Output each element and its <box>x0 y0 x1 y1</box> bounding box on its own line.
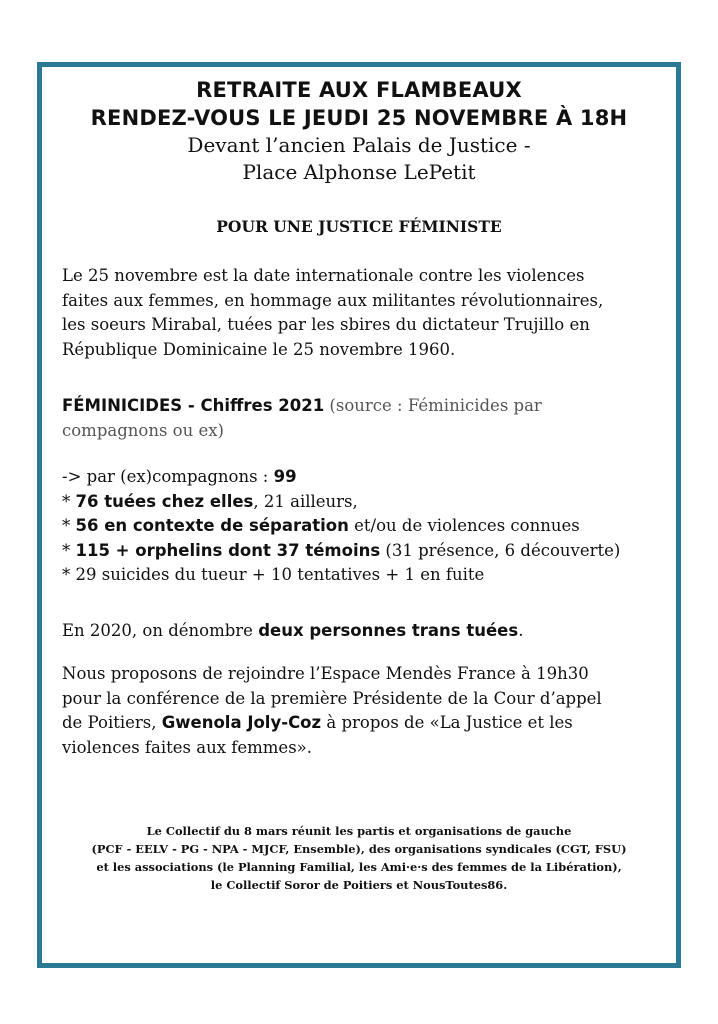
event-location: Devant l’ancien Palais de Justice - <box>187 133 531 157</box>
stats-title: FÉMINICIDES - Chiffres 2021 <box>62 396 325 415</box>
stat-line: * 29 suicides du tueur + 10 tentatives + 1 en fuite <box>62 565 485 584</box>
conference-paragraph <box>62 662 662 760</box>
stats-heading <box>62 394 662 443</box>
footer-line: et les associations (le Planning Familial, les Ami·e·s des femmes de la Libération), <box>96 860 622 874</box>
section-subtitle: POUR UNE JUSTICE FÉMINISTE <box>216 217 502 236</box>
event-header <box>0 76 718 186</box>
stats-source: (source : Féminicides par <box>324 396 542 415</box>
stat-line: * 56 en contexte de séparation et/ou de violences connues <box>62 516 580 535</box>
intro-line: faites aux femmes, en hommage aux militantes révolutionnaires, <box>62 290 604 310</box>
conference-line: violences faites aux femmes». <box>62 737 312 757</box>
conference-line: Nous proposons de rejoindre l’Espace Mendès France à 19h30 <box>62 664 589 683</box>
event-place: Place Alphonse LePetit <box>242 160 476 184</box>
event-date: RENDEZ-VOUS LE JEUDI 25 NOVEMBRE À 18H <box>90 106 628 130</box>
conference-line: de Poitiers, Gwenola Joly-Coz à propos de «La Justice et les <box>62 713 573 732</box>
stat-line: * 115 + orphelins dont 37 témoins (31 présence, 6 découverte) <box>62 540 621 560</box>
trans-paragraph: En 2020, on dénombre deux personnes trans tuées. <box>62 621 524 640</box>
stat-line: -> par (ex)compagnons : 99 <box>62 467 297 486</box>
intro-line: Le 25 novembre est la date internationale contre les violences <box>62 266 585 285</box>
intro-line: les soeurs Mirabal, tuées par les sbires du dictateur Trujillo en <box>62 315 590 334</box>
stats-source-cont: compagnons ou ex) <box>62 420 224 440</box>
event-title: RETRAITE AUX FLAMBEAUX <box>196 78 522 102</box>
footer-line: (PCF - EELV - PG - NPA - MJCF, Ensemble), des organisations syndicales (CGT, FSU) <box>91 842 627 856</box>
intro-paragraph <box>62 264 662 362</box>
stat-line: * 76 tuées chez elles, 21 ailleurs, <box>62 491 358 511</box>
conference-line: pour la conférence de la première Présidente de la Cour d’appel <box>62 688 602 708</box>
intro-line: République Dominicaine le 25 novembre 1960. <box>62 339 456 359</box>
stats-list <box>62 465 662 588</box>
footer-line: Le Collectif du 8 mars réunit les partis et organisations de gauche <box>146 824 572 838</box>
speaker-name: Gwenola Joly-Coz <box>161 713 322 732</box>
footer-collective <box>40 822 678 894</box>
footer-line: le Collectif Soror de Poitiers et NousToutes86. <box>210 878 508 892</box>
